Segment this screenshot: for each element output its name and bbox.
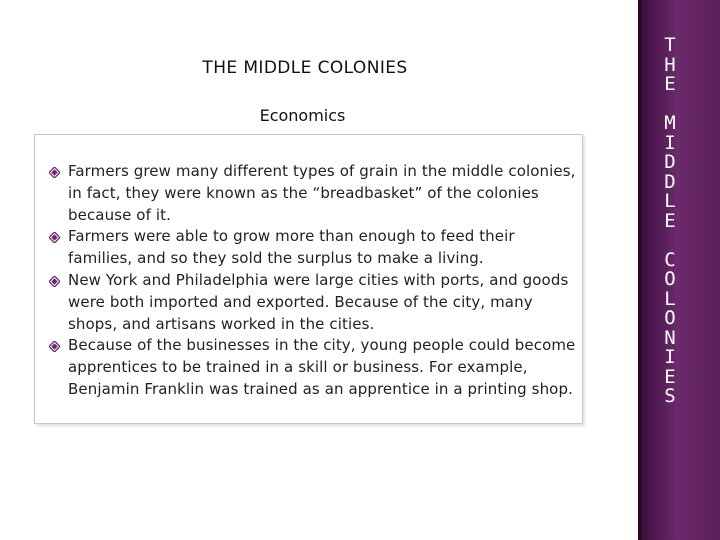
diamond-bullet-icon	[49, 276, 60, 287]
bullet-text: New York and Philadelphia were large cities with ports, and goods were both imported and exported. Because of the city, many shops, and artisans worked in the cities.	[68, 270, 569, 333]
vertical-word-the	[650, 36, 690, 95]
vertical-letter: T	[664, 34, 676, 56]
content-box	[34, 134, 583, 424]
vertical-letter: I	[664, 346, 676, 368]
vertical-letter: N	[664, 326, 676, 349]
slide-subtitle: Economics	[259, 106, 346, 125]
vertical-letter: C	[664, 248, 676, 271]
vertical-letter: E	[664, 209, 676, 232]
vertical-letter: O	[664, 268, 676, 290]
vertical-letter: I	[664, 131, 676, 154]
vertical-letter: E	[664, 365, 676, 388]
vertical-letter: D	[664, 170, 676, 193]
diamond-bullet-icon	[49, 232, 60, 243]
vertical-title	[650, 36, 690, 407]
vertical-letter: M	[664, 112, 676, 134]
diamond-bullet-icon	[49, 167, 60, 178]
vertical-letter: D	[664, 151, 676, 173]
slide-title: THE MIDDLE COLONIES	[202, 58, 408, 78]
bullet-item	[49, 161, 579, 226]
vertical-letter: E	[664, 73, 676, 95]
vertical-letter: S	[664, 385, 676, 407]
vertical-word-colonies	[650, 248, 690, 407]
vertical-letter: O	[664, 307, 676, 329]
bullet-list	[49, 161, 579, 401]
bullet-item	[49, 270, 579, 335]
bullet-item	[49, 335, 579, 400]
bullet-item	[49, 226, 579, 270]
vertical-letter: L	[664, 287, 676, 310]
vertical-word-middle	[650, 114, 690, 231]
bullet-text: Because of the businesses in the city, young people could become apprentices to be trained in a skill or business. For example, Benjamin Franklin was trained as an apprentice in a printing shop.	[68, 336, 576, 398]
diamond-bullet-icon	[49, 341, 60, 352]
bullet-text: Farmers were able to grow more than enough to feed their families, and so they sold the surplus to make a living.	[68, 227, 515, 268]
vertical-letter: H	[664, 53, 676, 76]
bullet-text: Farmers grew many different types of grain in the middle colonies, in fact, they were known as the “breadbasket” of the colonies because of it.	[68, 162, 576, 224]
vertical-letter: L	[664, 190, 676, 212]
